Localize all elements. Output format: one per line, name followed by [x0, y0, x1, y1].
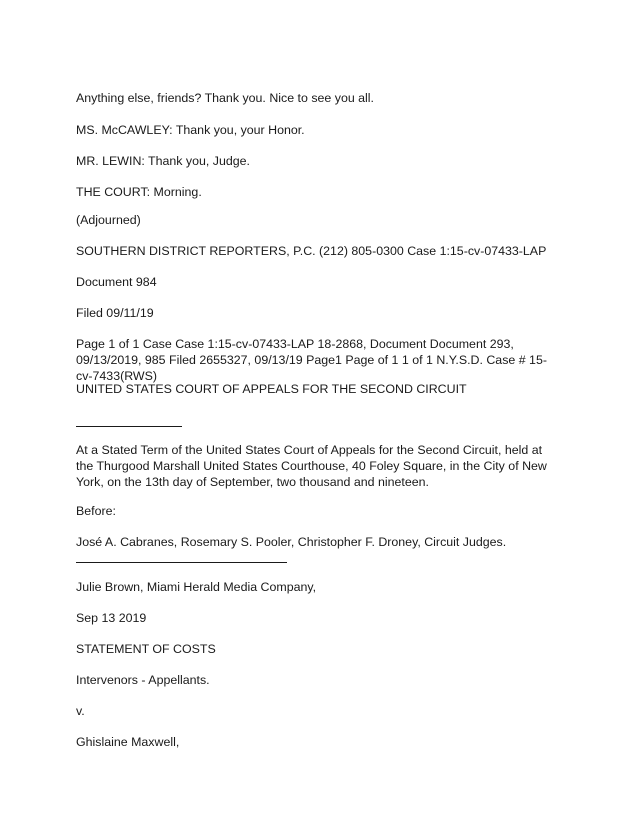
paragraph-versus: v.	[76, 704, 85, 718]
paragraph-filed-date: Filed 09/11/19	[76, 306, 154, 320]
separator-line-long	[76, 562, 287, 563]
paragraph-defendant: Ghislaine Maxwell,	[76, 735, 180, 749]
paragraph-mccawley: MS. McCAWLEY: Thank you, your Honor.	[76, 123, 305, 137]
paragraph-reporters: SOUTHERN DISTRICT REPORTERS, P.C. (212) 805-0300 Case 1:15-cv-07433-LAP	[76, 244, 547, 258]
paragraph-lewin: MR. LEWIN: Thank you, Judge.	[76, 154, 251, 168]
paragraph-adjourned: (Adjourned)	[76, 213, 141, 227]
paragraph-court-title: UNITED STATES COURT OF APPEALS FOR THE SECOND CIRCUIT	[76, 382, 467, 396]
paragraph-intervenors: Intervenors - Appellants.	[76, 673, 210, 687]
paragraph-document-number: Document 984	[76, 275, 157, 289]
paragraph-judges: José A. Cabranes, Rosemary S. Pooler, Christopher F. Droney, Circuit Judges.	[76, 535, 507, 549]
paragraph-closing-remarks: Anything else, friends? Thank you. Nice to see you all.	[76, 91, 375, 105]
paragraph-page-header: Page 1 of 1 Case Case 1:15-cv-07433-LAP 18-2868, Document Document 293, 09/13/2019, 985 Filed 2655327, 09/13/19 Page1 Page of 1 1 of 1 N.Y.S.D. Case # 15-cv-7433(RWS)	[76, 337, 547, 383]
paragraph-before: Before:	[76, 504, 116, 518]
paragraph-parties: Julie Brown, Miami Herald Media Company,	[76, 580, 317, 594]
paragraph-date-stamp: Sep 13 2019	[76, 611, 147, 625]
paragraph-stated-term: At a Stated Term of the United States Court of Appeals for the Second Circuit, held at the Thurgood Marshall United States Courthouse, 40 Foley Square, in the City of New York, on the 13th day of September, two thousand and nineteen.	[76, 443, 547, 489]
separator-line-short	[76, 426, 182, 427]
paragraph-statement-of-costs: STATEMENT OF COSTS	[76, 642, 216, 656]
paragraph-the-court: THE COURT: Morning.	[76, 185, 202, 199]
